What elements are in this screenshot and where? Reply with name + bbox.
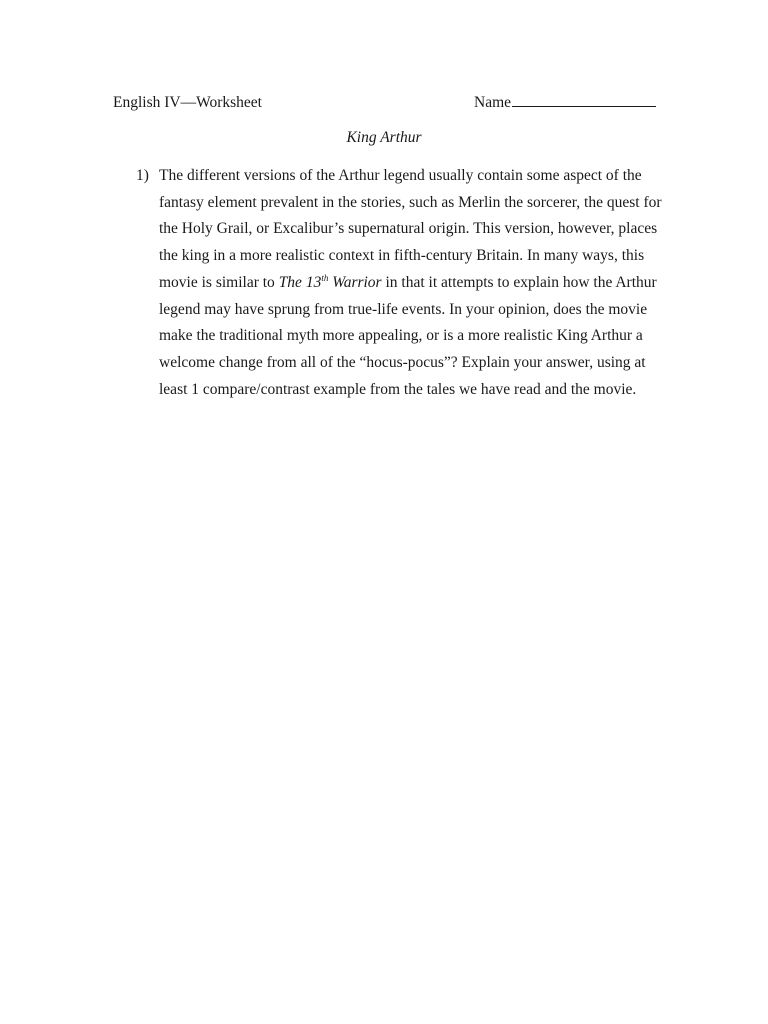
question-number: 1) [136, 167, 149, 184]
movie-title-part: Warrior [328, 273, 382, 291]
movie-title [279, 274, 382, 291]
worksheet-title: King Arthur [346, 129, 422, 146]
movie-title-superscript: th [321, 272, 329, 283]
question-line [159, 270, 656, 297]
worksheet-header [113, 93, 658, 113]
name-blank-line [512, 105, 656, 107]
question-line: welcome change from all of the “hocus-pocus”? Explain your answer, using at [159, 353, 646, 371]
question-line: The different versions of the Arthur legend usually contain some aspect of the [159, 167, 642, 184]
question-line-text: in that it attempts to explain how the Arthur [381, 273, 657, 291]
question-text [159, 163, 662, 403]
question-line: make the traditional myth more appealing, or is a more realistic King Arthur a [159, 327, 643, 345]
question-line-text: movie is similar to [159, 273, 279, 291]
question-line: the king in a more realistic context in fifth-century Britain. In many ways, this [159, 247, 645, 265]
question-line: least 1 compare/contrast example from the tales we have read and the movie. [159, 380, 637, 398]
question-line: legend may have sprung from true-life events. In your opinion, does the movie [159, 300, 648, 318]
course-label: English IV—Worksheet [113, 94, 262, 111]
name-field [474, 93, 656, 113]
question-line: fantasy element prevalent in the stories, such as Merlin the sorcerer, the quest for [159, 193, 662, 211]
question-line: the Holy Grail, or Excalibur’s supernatural origin. This version, however, places [159, 220, 658, 238]
name-label: Name [474, 94, 512, 111]
movie-title-part: The 13 [278, 273, 322, 291]
